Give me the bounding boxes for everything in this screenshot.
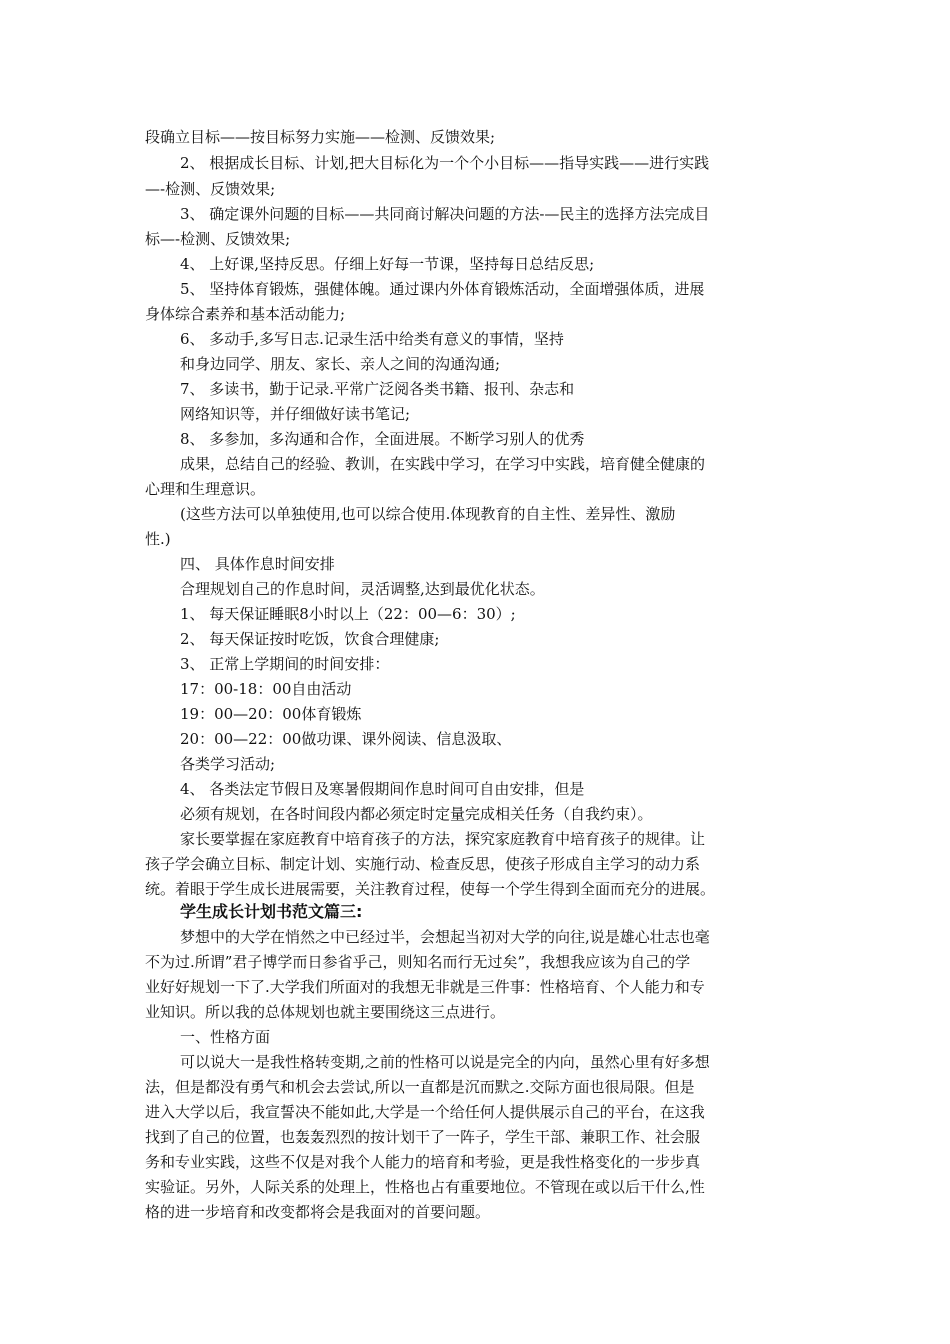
text-line: (这些方法可以单独使用,也可以综合使用.体现教育的自主性、差异性、激励 (180, 505, 676, 523)
text-line: 家长要掌握在家庭教育中培育孩子的方法，探究家庭教育中培育孩子的规律。让 (180, 830, 706, 848)
text-line: 身体综合素养和基本活动能力; (145, 305, 346, 323)
text-line: 格的进一步培育和改变都将会是我面对的首要问题。 (145, 1203, 491, 1221)
text-line: 实验证。另外，人际关系的处理上，性格也占有重要地位。不管现在或以后干什么,性 (145, 1178, 705, 1196)
text-line: 孩子学会确立目标、制定计划、实施行动、检查反思，使孩子形成自主学习的动力系 (145, 855, 701, 873)
text-line: 2、 根据成长目标、计划,把大目标化为一个个小目标——指导实践——进行实践 (180, 154, 710, 172)
text-line: 4、 各类法定节假日及寒暑假期间作息时间可自由安排，但是 (180, 780, 585, 798)
text-line: 3、 确定课外问题的目标——共同商讨解决问题的方法-—民主的选择方法完成目 (180, 205, 710, 223)
text-line: 6、 多动手,多写日志.记录生活中给类有意义的事情，坚持 (180, 330, 564, 348)
text-line: 进入大学以后，我宣誓决不能如此,大学是一个给任何人提供展示自己的平台，在这我 (145, 1103, 705, 1121)
text-line: 必须有规划，在各时间段内都必须定时定量完成相关任务（自我约束）。 (180, 805, 653, 823)
text-line: 2、 每天保证按时吃饭，饮食合理健康; (180, 630, 440, 648)
section-heading: 一、性格方面 (180, 1028, 271, 1046)
text-line: 和身边同学、朋友、家长、亲人之间的沟通沟通; (180, 355, 501, 373)
text-line: 找到了自己的位置，也轰轰烈烈的按计划干了一阵子，学生干部、兼职工作、社会服 (145, 1128, 701, 1146)
text-line: 心理和生理意识。 (145, 480, 266, 498)
text-line: 统。着眼于学生成长进展需要，关注教育过程，使每一个学生得到全面而充分的进展。 (145, 880, 716, 898)
text-line: 17：00-18：00自由活动 (180, 680, 352, 698)
text-line: 业好好规划一下了.大学我们所面对的我想无非就是三件事：性格培育、个人能力和专 (145, 978, 705, 996)
text-line: 成果，总结自己的经验、教训，在实践中学习，在学习中实践，培育健全健康的 (180, 455, 706, 473)
text-line: 段确立目标——按目标努力实施——检测、反馈效果; (145, 128, 496, 146)
text-line: 各类学习活动; (180, 755, 276, 773)
text-line: 1、 每天保证睡眠8小时以上（22：00—6：30）; (180, 605, 516, 623)
text-line: 务和专业实践，这些不仅是对我个人能力的培育和考验，更是我性格变化的一步步真 (145, 1153, 701, 1171)
text-line: 5、 坚持体育锻炼，强健体魄。通过课内外体育锻炼活动，全面增强体质，进展 (180, 280, 705, 298)
text-line: 法，但是都没有勇气和机会去尝试,所以一直都是沉而默之.交际方面也很局限。但是 (145, 1078, 695, 1096)
text-line: 合理规划自己的作息时间，灵活调整,达到最优化状态。 (180, 580, 545, 598)
text-line: 业知识。所以我的总体规划也就主要围绕这三点进行。 (145, 1003, 506, 1021)
text-line: 8、 多参加，多沟通和合作，全面进展。不断学习别人的优秀 (180, 430, 585, 448)
text-line: 梦想中的大学在悄然之中已经过半，会想起当初对大学的向往,说是雄心壮志也毫 (180, 928, 710, 946)
text-line: 标—-检测、反馈效果; (145, 230, 291, 248)
text-line: 性.) (145, 530, 171, 548)
text-line: —-检测、反馈效果; (145, 180, 276, 198)
article-title: 学生成长计划书范文篇三: (180, 902, 363, 921)
text-line: 4、 上好课,坚持反思。仔细上好每一节课，坚持每日总结反思; (180, 255, 595, 273)
text-line: 20：00—22：00做功课、课外阅读、信息汲取、 (180, 730, 512, 748)
text-line: 19：00—20：00体育锻炼 (180, 705, 362, 723)
text-line: 网络知识等，并仔细做好读书笔记; (180, 405, 411, 423)
text-line: 不为过.所谓”君子博学而日参省乎己，则知名而行无过矣”，我想我应该为自己的学 (145, 953, 691, 971)
text-line: 可以说大一是我性格转变期,之前的性格可以说是完全的内向，虽然心里有好多想 (180, 1053, 710, 1071)
section-heading: 四、 具体作息时间安排 (180, 555, 335, 573)
text-line: 7、 多读书，勤于记录.平常广泛阅各类书籍、报刊、杂志和 (180, 380, 575, 398)
text-line: 3、 正常上学期间的时间安排： (180, 655, 390, 673)
